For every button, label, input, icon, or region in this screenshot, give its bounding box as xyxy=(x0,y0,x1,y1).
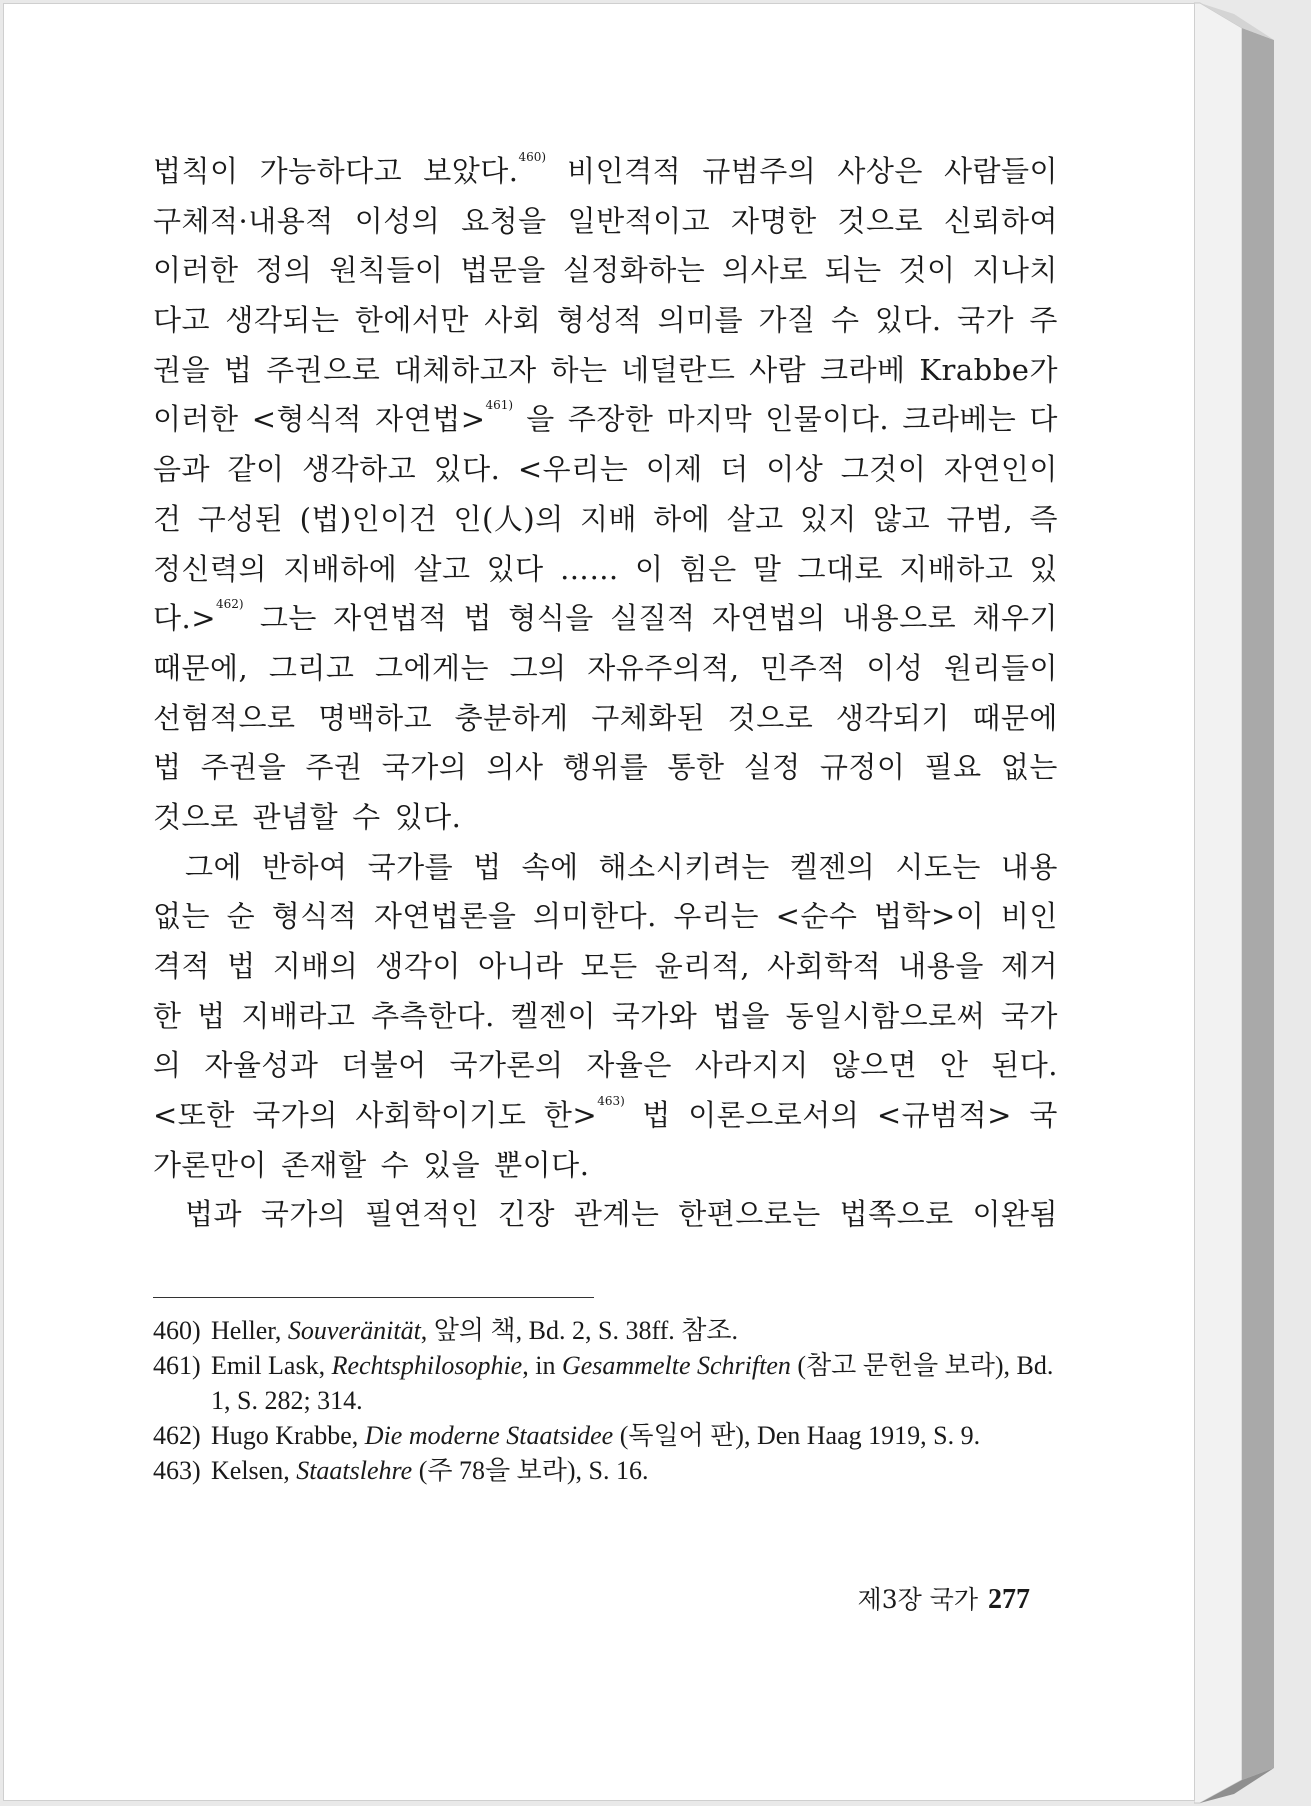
word: 한 xyxy=(153,998,182,1033)
word: 인물이다. xyxy=(765,402,890,437)
word: 다고 xyxy=(153,303,211,338)
text-line xyxy=(153,1190,1058,1240)
word: <순수 xyxy=(775,899,858,934)
footnote-segment: , in xyxy=(522,1351,562,1380)
word: 법 xyxy=(153,750,182,785)
word: 국가의 xyxy=(252,1098,338,1133)
word: 국가의 xyxy=(260,1197,347,1232)
word: 국가 xyxy=(956,303,1014,338)
word: 격적 xyxy=(153,949,211,983)
word: 뿐이다. xyxy=(494,1147,590,1182)
text-line xyxy=(153,395,1058,445)
word: 것이 xyxy=(898,253,956,288)
word: 된다. xyxy=(991,1048,1058,1083)
word: 추측한다. xyxy=(371,998,495,1033)
word: 있 xyxy=(1029,551,1058,586)
word: 있을 xyxy=(423,1147,481,1182)
word: 자율은 xyxy=(586,1048,672,1083)
word: 해소시키려는 xyxy=(598,849,770,884)
word: 존재할 xyxy=(281,1147,367,1182)
word: 말 xyxy=(752,551,782,586)
word: 긴장 xyxy=(498,1197,556,1232)
word: 하에 xyxy=(653,501,711,536)
word: 때문에 xyxy=(972,700,1058,735)
word: 살고 xyxy=(413,551,471,586)
word: 법 xyxy=(642,1098,671,1133)
word: 필연적인 xyxy=(365,1197,480,1232)
word: 순 xyxy=(226,899,256,934)
word: 이러한 xyxy=(153,253,239,288)
word: <형식적 xyxy=(251,402,363,437)
word: 네덜란드 xyxy=(621,352,736,387)
footnote-title: Staatslehre xyxy=(296,1456,413,1485)
word: 비인격적 xyxy=(567,154,682,188)
word: 신뢰하여 xyxy=(943,203,1058,238)
word: 구성된 xyxy=(197,501,284,536)
word: 의미를 xyxy=(657,303,744,338)
word: 않고 xyxy=(873,501,931,536)
word: 법 xyxy=(223,352,253,387)
footnote-item xyxy=(153,1418,1058,1453)
text-line xyxy=(153,545,1058,595)
word: 규범주의 xyxy=(702,154,817,188)
word: 있지 xyxy=(799,501,857,536)
page-footer xyxy=(858,1580,1030,1616)
word: 즉 xyxy=(1029,501,1058,536)
word: 지배의 xyxy=(272,949,359,983)
word: 지배하에 xyxy=(283,551,398,586)
footnote-item xyxy=(153,1453,1058,1488)
word: 없는 xyxy=(1000,750,1058,785)
text-line xyxy=(153,992,1058,1042)
word: 국가와 xyxy=(611,998,698,1033)
word: 건 xyxy=(153,501,182,536)
word: 수 xyxy=(380,1147,410,1182)
footnote-segment: Kelsen, xyxy=(211,1456,297,1485)
text-line xyxy=(153,445,1058,495)
word: 이러한 xyxy=(153,402,239,437)
word: 하는 xyxy=(550,352,608,387)
footnote-segment: (독일어 판), Den Haag 1919, S. 9. xyxy=(613,1421,981,1450)
word: 법쪽으로 xyxy=(839,1197,954,1232)
word: 형식을 xyxy=(508,601,594,636)
text-line xyxy=(153,644,1058,694)
word: 사라지지 xyxy=(694,1048,809,1083)
text-line xyxy=(153,892,1058,942)
page-number: 277 xyxy=(988,1584,1030,1615)
footnote-segment: (참고 문헌을 보라), Bd. 1, S. 282; 314. xyxy=(211,1351,1054,1415)
footnote-segment: , 앞의 책, Bd. 2, S. 38ff. 참조. xyxy=(420,1316,739,1345)
word: 법 xyxy=(463,601,492,636)
word: 국가론의 xyxy=(449,1048,564,1083)
word: 것으로 xyxy=(837,203,924,238)
word: 구체화된 xyxy=(591,700,706,735)
word: 이성의 xyxy=(354,203,441,238)
word: <규범적> xyxy=(876,1098,1012,1133)
word: 내용으로 xyxy=(842,601,957,636)
word: 사람들이 xyxy=(943,154,1058,188)
word: 있다. xyxy=(874,303,942,338)
word: <또한 xyxy=(153,1098,235,1133)
footnote-number: 460) xyxy=(153,1316,201,1345)
word: 내용 xyxy=(1000,849,1058,884)
word: 원리들이 xyxy=(943,650,1058,685)
word: 국가를 xyxy=(367,849,454,884)
word: 보았다.$^{460)}$ xyxy=(423,150,547,188)
word: Krabbe가 xyxy=(919,352,1058,387)
word: 자명한 xyxy=(731,203,817,238)
text-line xyxy=(153,743,1058,793)
word: 같이 xyxy=(227,452,285,487)
word: 생각이 xyxy=(375,949,461,983)
word: 명백하고 xyxy=(318,700,433,735)
word: 법을 xyxy=(712,998,770,1033)
word: 사회 xyxy=(484,303,542,338)
word: 것으로 xyxy=(153,799,239,834)
word: 생각하고 xyxy=(302,452,417,487)
word: (법)인이건 xyxy=(299,501,438,536)
word: 의사 xyxy=(486,750,544,785)
word: 지나치 xyxy=(972,253,1058,288)
text-line xyxy=(153,1141,1058,1191)
word: 그대로 xyxy=(797,551,884,586)
word: 요청을 xyxy=(461,203,547,238)
word: …… xyxy=(559,551,619,586)
word: 자연인이 xyxy=(943,452,1058,487)
footnote-item xyxy=(153,1313,1058,1348)
word: 국 xyxy=(1029,1098,1058,1133)
word: 그는 xyxy=(259,601,317,636)
word: 다.>$^{462)}$ xyxy=(153,597,244,636)
word: 사회학적 xyxy=(767,949,882,983)
word: 자연법의 xyxy=(711,601,826,636)
word: 음과 xyxy=(153,452,211,487)
footnote-segment: (주 78을 보라), S. 16. xyxy=(412,1456,649,1485)
word: 법학>이 xyxy=(873,899,985,934)
word: 가론만이 xyxy=(153,1147,268,1182)
word: 대체하고자 xyxy=(394,352,537,387)
book-spine xyxy=(1194,0,1280,1806)
word: 그리고 xyxy=(268,650,355,685)
word: 법과 xyxy=(185,1197,243,1232)
word: 없는 xyxy=(153,899,211,934)
word: 지배라고 xyxy=(241,998,356,1033)
word: 한에서만 xyxy=(354,303,469,338)
word: 비인 xyxy=(1000,899,1058,934)
word: 충분하게 xyxy=(454,700,569,735)
word: 더 xyxy=(720,452,749,487)
word: 의미한다. xyxy=(533,899,657,934)
word: 주권을 xyxy=(200,750,287,785)
text-line xyxy=(153,1041,1058,1091)
word: 규정이 xyxy=(819,750,906,785)
word: 을 xyxy=(526,402,555,437)
word: 정의 xyxy=(255,253,313,288)
footnote-ref: 461) xyxy=(485,398,514,413)
word: 정신력의 xyxy=(153,551,268,586)
word: 실정 xyxy=(743,750,801,785)
word: 일반적이고 xyxy=(567,203,711,238)
word: 사람 xyxy=(749,352,807,387)
word: 규범, xyxy=(946,501,1014,536)
word: 지배 xyxy=(579,501,637,536)
word: 자율성과 xyxy=(204,1048,319,1083)
word: 수 xyxy=(830,303,860,338)
body-text xyxy=(153,147,1058,1240)
word: 국가의 xyxy=(381,750,468,785)
word: 크라베 xyxy=(820,352,906,387)
footnotes xyxy=(153,1313,1058,1488)
footnote-segment: Emil Lask, xyxy=(211,1351,332,1380)
word: 한편으로는 xyxy=(678,1197,821,1232)
chapter-label: 제3장 국가 xyxy=(857,1585,978,1614)
footnote-text xyxy=(211,1313,1058,1348)
word: 한>$^{463)}$ xyxy=(543,1094,625,1133)
word: 않으면 xyxy=(831,1048,918,1083)
word: 이완됨 xyxy=(972,1197,1058,1232)
word: 선험적으로 xyxy=(153,700,296,735)
word: 안 xyxy=(939,1048,969,1083)
word: 필요 xyxy=(924,750,982,785)
footnote-number: 463) xyxy=(153,1456,201,1485)
word: 관념할 xyxy=(252,799,339,834)
word: 시도는 xyxy=(895,849,981,884)
text-line xyxy=(153,793,1058,843)
word: 그에 xyxy=(185,849,243,884)
word: 힘은 xyxy=(679,551,737,586)
text-line xyxy=(153,246,1058,296)
word: 실질적 xyxy=(610,601,696,636)
word: 켈젠이 xyxy=(510,998,597,1033)
word: 지배하고 xyxy=(899,551,1014,586)
word: 다 xyxy=(1029,402,1058,437)
text-line xyxy=(153,1091,1058,1141)
word: 사상은 xyxy=(837,154,923,188)
word: 민주적 xyxy=(760,650,846,685)
word: 그것이 xyxy=(840,452,927,487)
text-line xyxy=(153,346,1058,396)
word: 이성 xyxy=(866,650,924,685)
footnote-item xyxy=(153,1348,1058,1418)
footnote-segment: Heller, xyxy=(211,1316,288,1345)
footnote-segment: Hugo Krabbe, xyxy=(211,1421,365,1450)
word: 윤리적, xyxy=(654,949,751,983)
word: 우리는 xyxy=(673,899,759,934)
word: 내용을 xyxy=(898,949,984,983)
text-line xyxy=(153,147,1058,197)
word: 관계는 xyxy=(573,1197,660,1232)
word: 이 xyxy=(634,551,664,586)
word: 생각되는 xyxy=(225,303,340,338)
word: <우리는 xyxy=(517,452,629,487)
word: 생각되기 xyxy=(835,700,950,735)
word: 속에 xyxy=(521,849,579,884)
text-line xyxy=(153,296,1058,346)
footnote-ref: 463) xyxy=(597,1094,625,1109)
word: 인(人)의 xyxy=(453,501,564,536)
footnote-number: 462) xyxy=(153,1421,201,1450)
word: 살고 xyxy=(726,501,784,536)
word: 크라베는 xyxy=(902,402,1017,437)
word: 형식적 xyxy=(271,899,358,934)
word: 것으로 xyxy=(727,700,814,735)
word: 이상 xyxy=(766,452,824,487)
word: 법문을 xyxy=(460,253,546,288)
word: 사회학이기도 xyxy=(355,1098,527,1133)
word: 법 xyxy=(227,949,256,983)
word: 법 xyxy=(473,849,502,884)
word: 주 xyxy=(1029,303,1058,338)
word: 가능하다고 xyxy=(259,154,403,188)
word: 행위를 xyxy=(562,750,649,785)
word: 이제 xyxy=(645,452,703,487)
word: 권을 xyxy=(153,352,211,387)
word: 법 xyxy=(197,998,226,1033)
footnote-rule xyxy=(153,1297,594,1298)
text-line xyxy=(153,942,1058,992)
word: 있다. xyxy=(433,452,501,487)
footnote-title: Gesammelte Schriften xyxy=(561,1351,791,1380)
text-line xyxy=(153,495,1058,545)
word: 자연법>$^{461)}$ xyxy=(375,398,514,437)
word: 구체적·내용적 xyxy=(153,203,334,238)
text-line xyxy=(153,594,1058,644)
word: 실정화하는 xyxy=(562,253,706,288)
footnote-number: 461) xyxy=(153,1351,201,1380)
word: 자유주의적, xyxy=(587,650,740,685)
text-line xyxy=(153,694,1058,744)
footnote-ref: 462) xyxy=(216,597,244,612)
footnote-text xyxy=(211,1418,1058,1453)
word: 되는 xyxy=(824,253,882,288)
footnote-ref: 460) xyxy=(518,150,547,164)
word: 법칙이 xyxy=(153,154,239,188)
word: 더불어 xyxy=(341,1048,427,1083)
footnote-title: Souveränität xyxy=(287,1316,421,1345)
word: 의사로 xyxy=(722,253,808,288)
word: 자연법적 xyxy=(333,601,448,636)
word: 마지막 xyxy=(666,402,753,437)
word: 주장한 xyxy=(567,402,654,437)
word: 제거 xyxy=(1000,949,1058,983)
word: 아니라 xyxy=(478,949,564,983)
word: 때문에, xyxy=(153,650,249,685)
text-line xyxy=(153,843,1058,893)
footnote-text xyxy=(211,1453,1058,1488)
word: 국가 xyxy=(1000,998,1058,1033)
footnote-text xyxy=(211,1348,1058,1418)
word: 반하여 xyxy=(262,849,348,884)
word: 형성적 xyxy=(556,303,643,338)
word: 그의 xyxy=(509,650,567,685)
word: 자연법론을 xyxy=(373,899,517,934)
word: 주권으로 xyxy=(266,352,381,387)
word: 있다. xyxy=(394,799,462,834)
word: 그에게는 xyxy=(375,650,490,685)
word: 가질 xyxy=(758,303,816,338)
word: 모든 xyxy=(580,949,638,983)
word: 동일시함으로써 xyxy=(785,998,986,1033)
footnote-title: Rechtsphilosophie xyxy=(331,1351,523,1380)
word: 있다 xyxy=(486,551,544,586)
word: 이론으로서의 xyxy=(688,1098,860,1133)
word: 수 xyxy=(352,799,381,834)
text-line xyxy=(153,197,1058,247)
word: 켈젠의 xyxy=(789,849,876,884)
word: 의 xyxy=(153,1048,182,1083)
word: 주권 xyxy=(305,750,363,785)
word: 통한 xyxy=(667,750,725,785)
footnote-title: Die moderne Staatsidee xyxy=(364,1421,614,1450)
word: 채우기 xyxy=(972,601,1058,636)
word: 원칙들이 xyxy=(329,253,444,288)
